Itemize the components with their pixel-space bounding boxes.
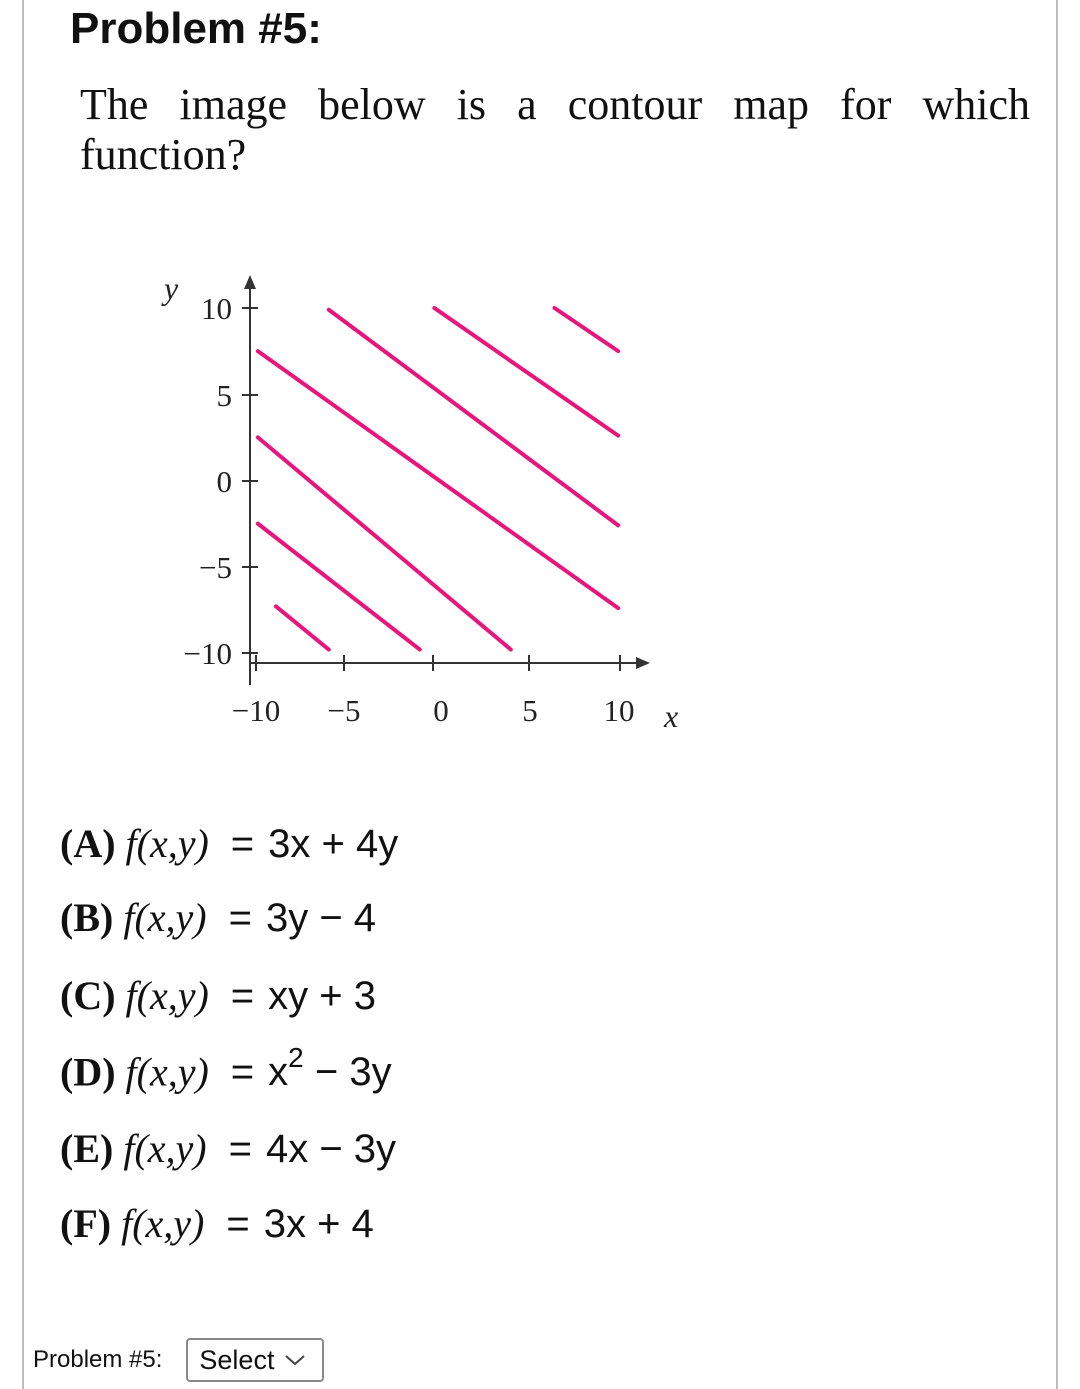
contour-line [276,606,329,649]
choice-expression: xy + 3 [268,974,376,1018]
choice-letter: (F) [60,1201,112,1246]
expr-rest: − 3y [303,1050,392,1095]
choice-function: f(x,y) [125,973,209,1018]
answer-label: Problem #5: [33,1346,163,1373]
y-tick-label: −5 [199,550,232,585]
choice-equals: = [230,1050,255,1095]
contour-line [329,310,618,526]
problem-title: Problem #5: [70,4,322,53]
y-tick-label: 5 [216,378,232,413]
choice-equals: = [226,1202,250,1246]
choice-function: f(x,y) [125,1049,209,1095]
contour-plot [150,265,710,745]
x-tick-label: 10 [603,693,635,728]
expr-base: x [268,1050,289,1095]
x-tick-label: −10 [231,693,281,728]
choice-equals: = [228,896,252,940]
y-axis-label: y [164,270,179,306]
choice-function: f(x,y) [123,895,207,940]
choice-letter: (A) [60,821,116,866]
x-axis-arrow [636,657,650,669]
choice-letter: (D) [60,1049,116,1095]
y-tick-label: −10 [183,636,232,671]
x-tick-label: −5 [327,693,361,728]
x-tick-label: 0 [433,693,449,728]
choice-expression [268,1042,392,1095]
x-axis-label: x [664,698,679,734]
choice-d [60,1042,392,1095]
contour-line [258,524,420,650]
answer-row [33,1336,324,1384]
choice-function: f(x,y) [125,821,209,866]
choice-b [60,894,376,941]
choice-expression: 4x − 3y [265,1127,397,1171]
choice-equals: = [228,1127,252,1171]
choice-c [60,972,376,1019]
choice-equals: = [230,974,255,1018]
choice-function: f(x,y) [123,1126,207,1171]
choice-expression: 3y − 4 [265,896,377,940]
choice-letter: (C) [60,973,116,1018]
choice-expression: 3x + 4y [268,822,399,866]
y-tick-label: 0 [216,464,232,499]
answer-select-value: Select [199,1344,275,1375]
x-tick-label: 5 [522,693,538,728]
choice-a [60,820,398,867]
contour-line [258,437,511,649]
chevron-down-icon [284,1353,306,1367]
contour-line [434,308,618,436]
contour-lines [258,308,618,650]
choice-e [60,1125,396,1172]
choice-letter: (E) [60,1126,114,1171]
contour-line [554,308,618,351]
y-axis-arrow [244,275,256,289]
choice-function: f(x,y) [121,1201,205,1246]
choice-equals: = [230,822,255,866]
choice-expression: 3x + 4 [263,1202,374,1246]
y-tick-label: 10 [201,291,232,326]
choice-letter: (B) [60,895,114,940]
problem-question: The image below is a contour map for which function? [80,80,1030,179]
expr-exponent: 2 [288,1042,304,1073]
choice-f [60,1200,374,1247]
answer-select[interactable] [186,1338,324,1382]
